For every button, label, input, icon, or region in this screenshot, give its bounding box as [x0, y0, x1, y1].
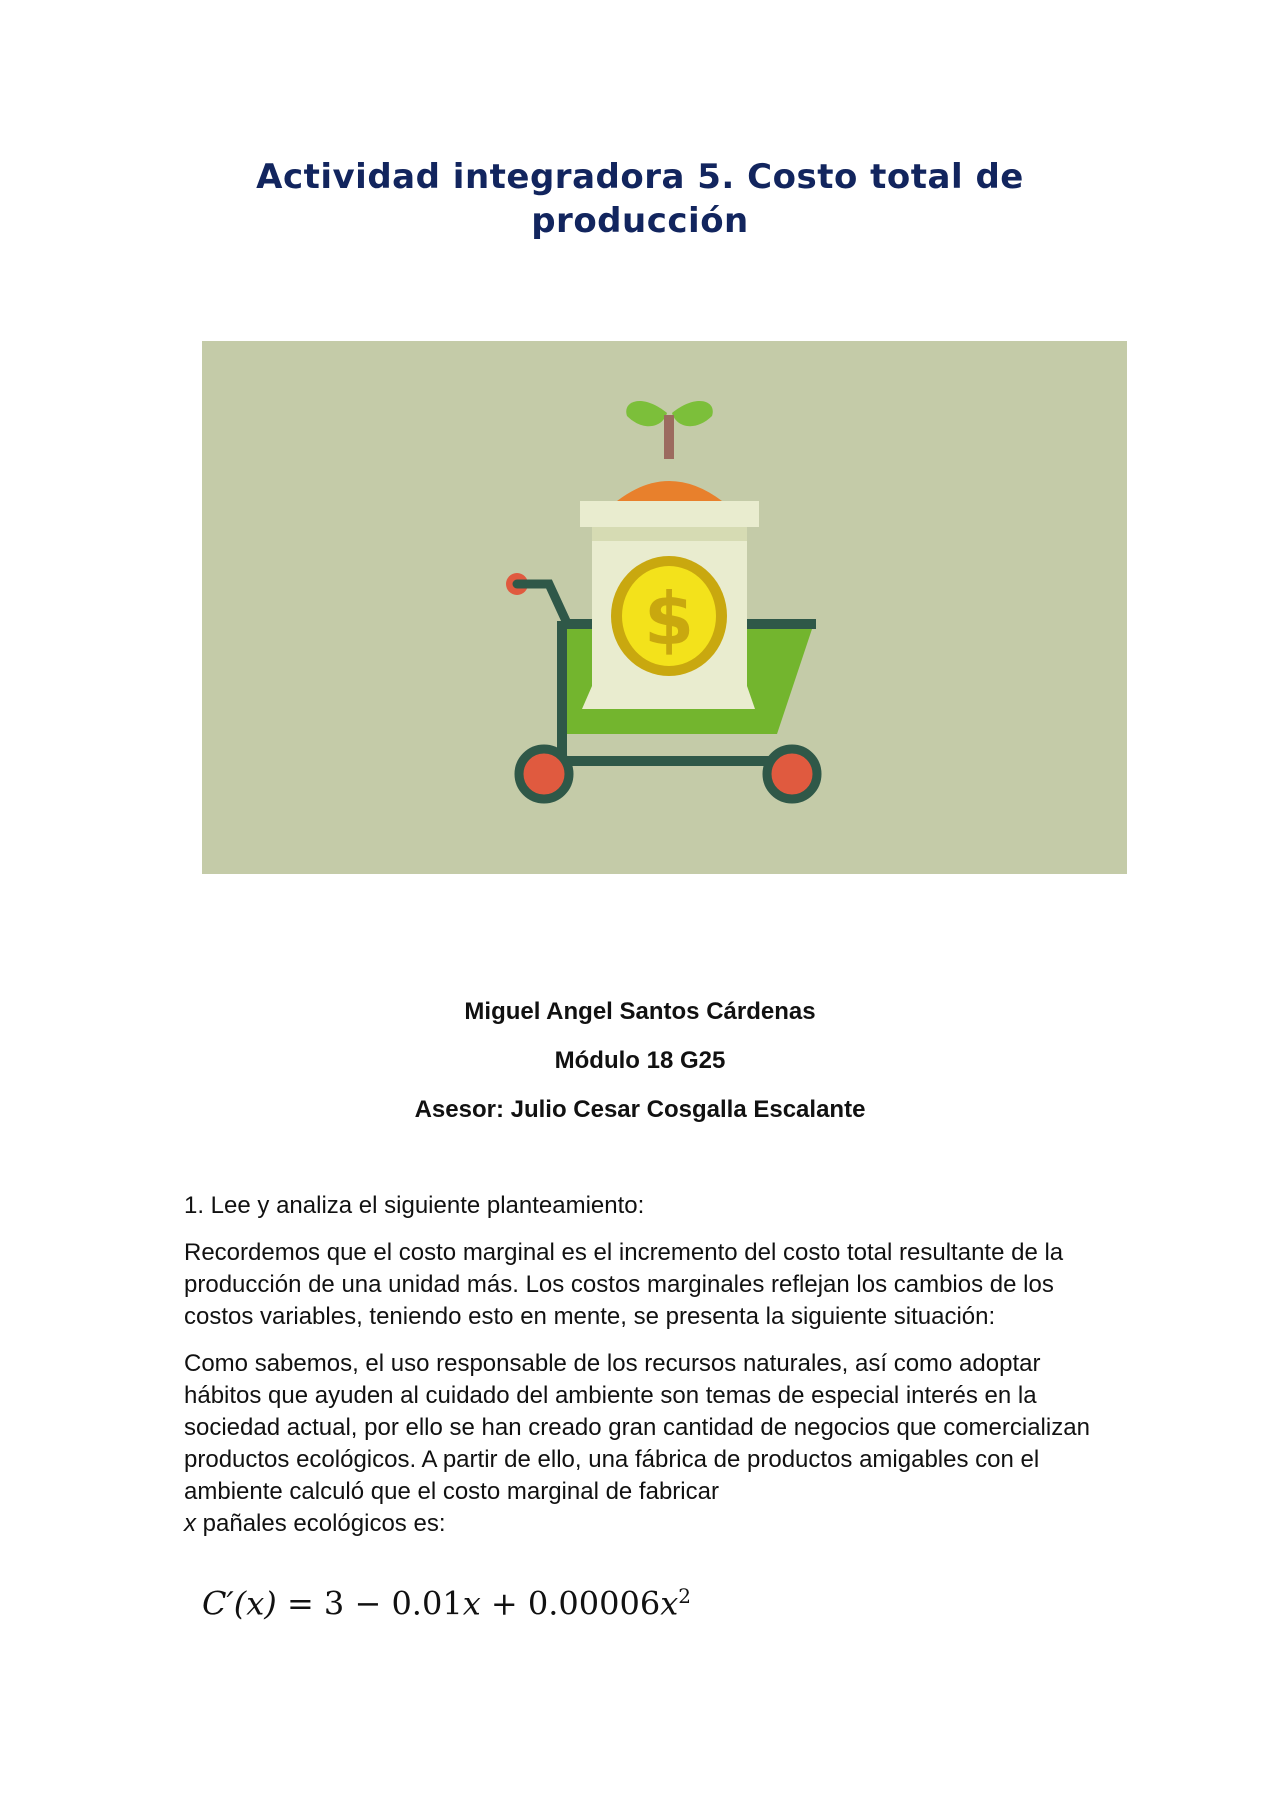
jar-lid	[580, 501, 759, 527]
formula-eq: = 3 − 0.01	[276, 1584, 463, 1623]
author-block	[0, 987, 1280, 1134]
paragraph-situation-end: pañales ecológicos es:	[196, 1510, 446, 1537]
formula-var: x	[462, 1584, 481, 1623]
formula-var2: x	[660, 1584, 679, 1623]
advisor-label: Asesor: Julio Cesar Cosgalla Escalante	[414, 1096, 866, 1123]
paragraph-instruction: 1. Lee y analiza el siguiente planteamiento:	[184, 1192, 645, 1219]
marginal-cost-formula	[202, 1584, 691, 1623]
soil-icon	[617, 481, 722, 501]
module-label: Módulo 18 G25	[554, 1047, 726, 1074]
formula-lhs: C′(x)	[202, 1584, 277, 1623]
title-line-1: Actividad integradora 5. Costo total de	[256, 157, 1024, 197]
jar-band	[592, 527, 747, 541]
currency-symbol: $	[643, 577, 695, 661]
formula-exponent: 2	[678, 1584, 691, 1608]
wheel-right	[767, 749, 817, 799]
title-line-2: producción	[531, 201, 749, 241]
leaf-right-icon	[672, 401, 713, 426]
paragraph-situation	[184, 1348, 1104, 1540]
paragraph-marginal-cost: Recordemos que el costo marginal es el incremento del costo total resultante de la producción de una unidad más. Los costos marginales reflejan los cambios de los costos variables, teniendo esto en mente, se presenta la siguiente situación:	[184, 1239, 1064, 1330]
wheel-left	[519, 749, 569, 799]
eco-money-cart-icon	[202, 341, 1127, 874]
document-body	[184, 1190, 1104, 1555]
author-name: Miguel Angel Santos Cárdenas	[464, 998, 816, 1025]
variable-x: x	[184, 1510, 196, 1537]
paragraph-situation-text: Como sabemos, el uso responsable de los recursos naturales, así como adoptar hábitos que ayuden al cuidado del ambiente son temas de especial interés en la sociedad actual, por ello se han creado gran cantidad de negocios que comercializan productos ecológicos. A partir de ello, una fábrica de productos amigables con el ambiente calculó que el costo marginal de fabricar	[184, 1350, 1090, 1505]
leaf-left-icon	[626, 401, 667, 426]
formula-plus: + 0.00006	[480, 1584, 661, 1623]
cover-illustration	[202, 341, 1127, 874]
page-title	[0, 155, 1280, 243]
stem-icon	[664, 415, 674, 459]
